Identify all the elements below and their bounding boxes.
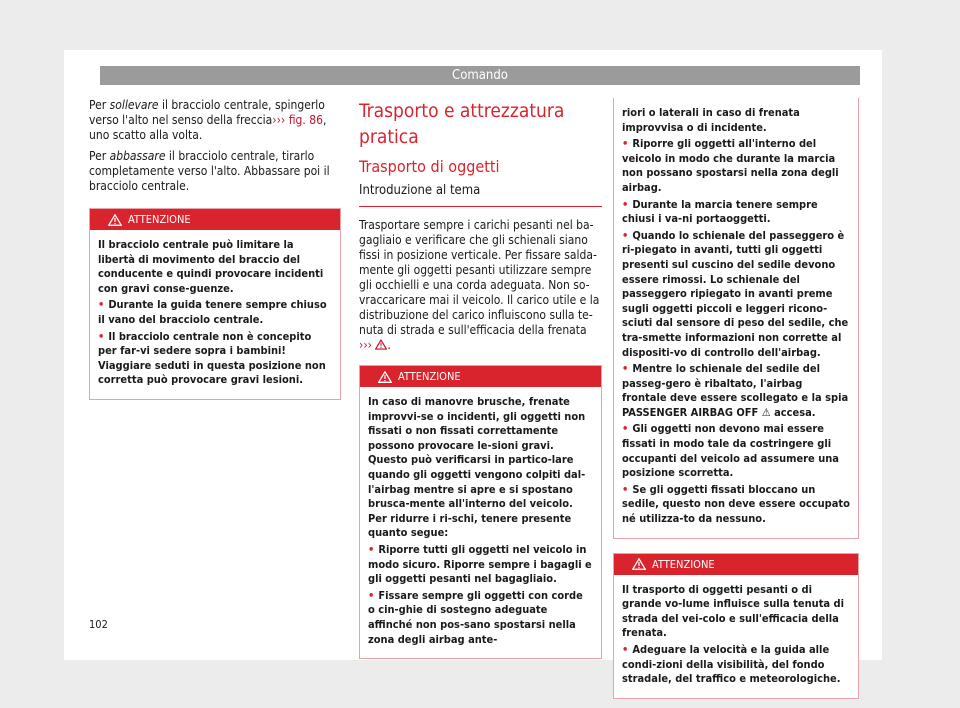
figure-reference-link[interactable]: ››› fig. 86 xyxy=(272,113,323,127)
column-3 xyxy=(613,98,859,699)
warning-triangle-icon xyxy=(108,214,122,226)
warning-title: ATTENZIONE xyxy=(128,213,191,226)
warning-bullet: • Riporre gli oggetti all'interno del veicolo in modo che durante la marcia non possano spostarsi nella zona degli airbag. xyxy=(622,137,839,194)
warning-body xyxy=(360,387,601,658)
paragraph-lower-armrest: Per abbassare il bracciolo centrale, tirarlo completamente verso l'alto. Abbassare poi il bracciolo centrale. xyxy=(89,149,330,193)
warning-bullet: • Durante la marcia tenere sempre chiusi i va-ni portaoggetti. xyxy=(622,197,818,226)
warning-reference-link[interactable]: ››› xyxy=(359,338,387,352)
warning-bullet: • Gli oggetti non devono mai essere fissati in modo tale da costringere gli occupanti del veicolo ad assumere una posizione scorretta. xyxy=(622,422,839,480)
warning-triangle-icon xyxy=(632,558,646,570)
warning-header xyxy=(90,209,340,230)
warning-bullet: • Riporre tutti gli oggetti nel veicolo in modo sicuro. Riporre sempre i bagagli e gli oggetti pesanti nel bagagliaio. xyxy=(368,542,592,586)
warning-intro: Il trasporto di oggetti pesanti o di grande vo-lume influisce sulla tenuta di strada del vei-colo e sull'efficacia della frenata. xyxy=(622,582,845,640)
warning-body xyxy=(614,575,858,698)
warning-body xyxy=(90,230,340,399)
column-1 xyxy=(89,98,341,400)
warning-title: ATTENZIONE xyxy=(398,370,461,383)
warning-bullet: • Se gli oggetti fissati bloccano un sedile, questo non deve essere occupato né utilizza-to da nessuno. xyxy=(622,482,850,526)
warning-box-heavy-load xyxy=(613,553,859,699)
warning-bullet: • Adeguare la velocità e la guida alle condi-zioni della visibilità, del fondo stradale, del traffico e meteorologiche. xyxy=(622,643,841,686)
warning-intro: In caso di manovre brusche, frenate improvvi-se o incidenti, gli oggetti non fissati o non fissati correttamente possono provocare le-sioni gravi. Questo può verificarsi in partico-lare quando gli oggetti vengono colpiti dal-l'airbag mentre si apre e si spostano brusca-mente all'interno del veicolo. Per ridurre i ri-schi, tenere presente quanto segue: xyxy=(368,395,586,540)
paragraph-raise-armrest: Per sollevare il bracciolo centrale, spingerlo verso l'alto nel senso della freccia››› fig. 86, uno scatto alla volta. xyxy=(89,98,327,142)
page-header: Comando xyxy=(100,66,860,85)
topic-title: Introduzione al tema xyxy=(359,180,602,207)
warning-triangle-icon xyxy=(378,371,392,383)
warning-intro: Il bracciolo centrale può limitare la libertà di movimento del braccio del conducente e quindi provocare incidenti con gravi conse-guenze. xyxy=(98,238,324,295)
warning-header xyxy=(614,554,858,575)
warning-title: ATTENZIONE xyxy=(652,557,715,571)
warning-bullet: • Quando lo schienale del passeggero è ri-piegato in avanti, tutti gli oggetti presenti sul cuscino del sedile devono essere rimossi. Lo schienale del passeggero ripiegato in avanti preme sugli oggetti piccoli e leggeri ricono-sciuti dal sensore di peso del sedile, che tra-smette informazioni non corrette al dispositi-vo di controllo dell'airbag. xyxy=(622,228,849,359)
warning-bullet: • Mentre lo schienale del sedile del passeg-gero è ribaltato, l'airbag frontale deve essere scollegato e la spia PASSENGER AIRBAG OFF ⚠ accesa. xyxy=(622,362,849,419)
warning-box-armrest xyxy=(89,208,341,400)
warning-box-continued xyxy=(613,98,859,539)
intro-paragraph: Trasportare sempre i carichi pesanti nel ba-gagliaio e verificare che gli schienali siano fissi in posizione verticale. Per fissare salda-mente gli oggetti pesanti utilizzare sempre gli occhielli e una corda adeguata. Non so-vraccaricare mai il veicolo. Il carico utile e la distribuzione del carico influiscono sulla te-nuta di strada e sull'efficacia della frenata ››› . xyxy=(359,218,600,352)
page-number: 102 xyxy=(89,618,108,631)
section-title: Trasporto e attrezzatura pratica xyxy=(359,100,565,148)
warning-bullet: • Durante la guida tenere sempre chiuso il vano del bracciolo centrale. xyxy=(98,298,327,326)
column-2 xyxy=(359,98,602,659)
warning-body xyxy=(614,98,858,538)
warning-bullet: • Fissare sempre gli oggetti con corde o cin-ghie di sostegno adeguate affinché non pos-sano spostarsi nella zona degli airbag ante- xyxy=(368,588,583,646)
warning-continuation: riori o laterali in caso di frenata improvvisa o di incidente. xyxy=(622,106,800,134)
warning-bullet: • Il bracciolo centrale non è concepito per far-vi sedere sopra i bambini! Viaggiare seduti in questa posizione non corretta può provocare gravi lesioni. xyxy=(98,329,326,387)
subsection-title: Trasporto di oggetti xyxy=(359,157,500,176)
warning-triangle-icon xyxy=(375,339,387,350)
warning-header xyxy=(360,366,601,387)
warning-box-transport xyxy=(359,365,602,659)
